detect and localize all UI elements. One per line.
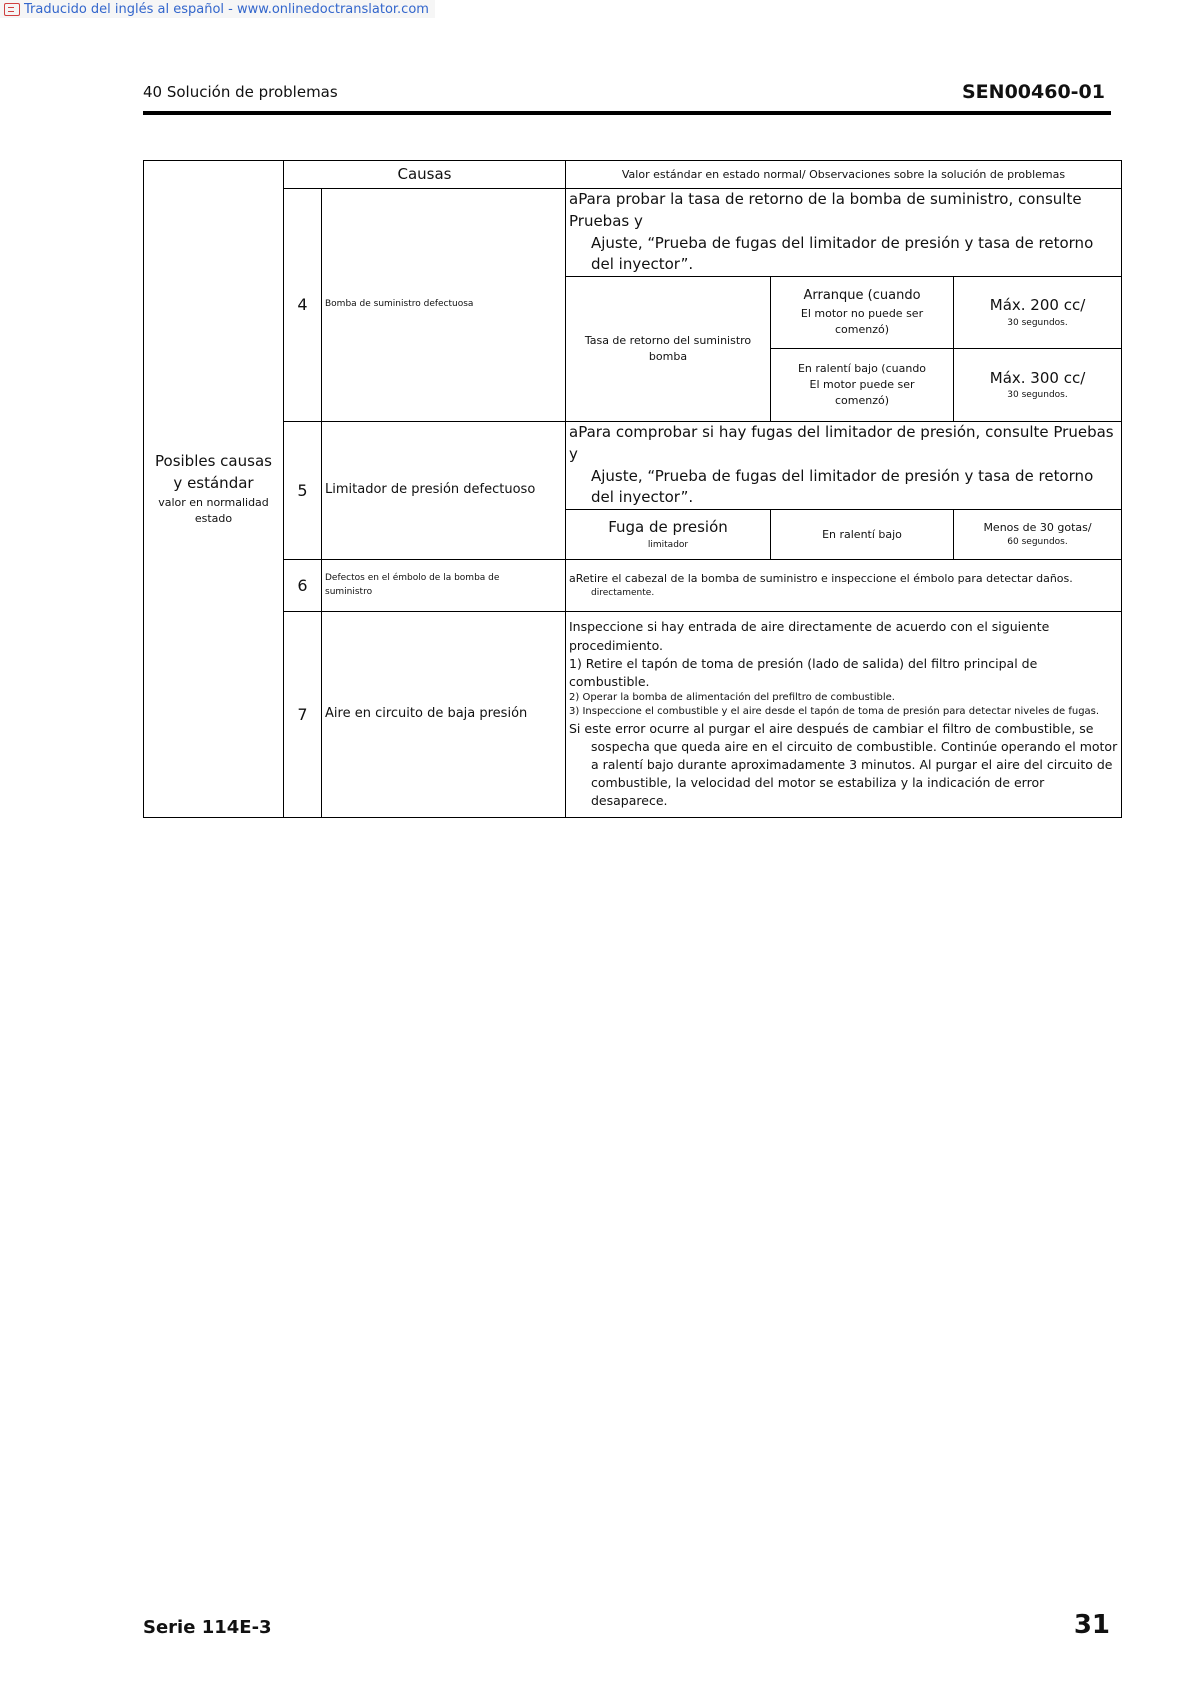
row6-note — [566, 560, 1122, 612]
note-line: aRetire el cabezal de la bomba de suministro e inspeccione el émbolo para detectar daños. — [569, 572, 1073, 585]
cond-line: En ralentí bajo (cuando — [797, 362, 927, 376]
cond-line: El motor puede ser — [809, 378, 915, 392]
row4-val2 — [954, 349, 1122, 422]
row-label-line: estado — [194, 511, 233, 525]
cause-label: Aire en circuito de baja presión — [322, 612, 566, 818]
footer-series: Serie 114E-3 — [143, 1617, 272, 1638]
cause-number: 6 — [284, 560, 322, 612]
value-text: Máx. 300 cc/ — [989, 368, 1086, 387]
translation-banner[interactable] — [0, 0, 435, 18]
row4-item — [566, 277, 771, 422]
item-text: Fuga de presión — [608, 518, 728, 537]
row4-cond1 — [771, 277, 954, 349]
cause-label: Limitador de presión defectuoso — [322, 422, 566, 560]
row-label-line: y estándar — [173, 474, 254, 493]
doc-code: SEN00460-01 — [962, 81, 1105, 103]
row-label-line: Posibles causas — [155, 452, 272, 471]
note-sub: directamente. — [591, 587, 655, 598]
item-sub: limitador — [647, 539, 689, 550]
value-unit: 60 segundos. — [1007, 536, 1068, 547]
row4-val1 — [954, 277, 1122, 349]
row7-procedure — [566, 612, 1122, 818]
row5-item — [566, 510, 771, 560]
row4-cond2 — [771, 349, 954, 422]
row5-val — [954, 510, 1122, 560]
cause-number: 4 — [284, 189, 322, 422]
row-label-line: valor en normalidad — [158, 495, 269, 509]
note-line: aPara probar la tasa de retorno de la bomba de suministro, consulte Pruebas y — [569, 190, 1082, 230]
cause-label: Bomba de suministro defectuosa — [322, 189, 566, 422]
header-rule — [143, 111, 1111, 115]
note-line: del inyector”. — [591, 488, 694, 507]
note-line: del inyector”. — [591, 255, 694, 274]
note-line: Ajuste, “Prueba de fugas del limitador de presión y tasa de retorno — [591, 466, 1094, 485]
proc-line: 2) Operar la bomba de alimentación del prefiltro de combustible. — [569, 691, 895, 703]
value-text: Máx. 200 cc/ — [989, 296, 1086, 315]
banner-text[interactable]: Traducido del inglés al español - www.onlinedoctranslator.com — [24, 1, 429, 17]
item-line: bomba — [648, 350, 688, 363]
value-unit: 30 segundos. — [1007, 390, 1068, 401]
proc-line: Inspeccione si hay entrada de aire directamente de acuerdo con el siguiente procedimiento. — [569, 619, 1050, 653]
proc-line: 3) Inspeccione el combustible y el aire desde el tapón de toma de presión para detectar niveles de fugas. — [569, 706, 1100, 718]
cond-line: comenzó) — [834, 393, 890, 407]
cause-line: suministro — [325, 586, 373, 597]
translate-icon — [4, 3, 20, 16]
row5-cond: En ralentí bajo — [771, 510, 954, 560]
troubleshooting-table — [143, 160, 1122, 818]
page-number: 31 — [1073, 1610, 1110, 1640]
section-title: 40 Solución de problemas — [143, 83, 338, 101]
value-unit: 30 segundos. — [1007, 317, 1068, 328]
cause-number: 7 — [284, 612, 322, 818]
cause-line: Defectos en el émbolo de la bomba de — [325, 573, 500, 584]
row5-note — [566, 422, 1122, 510]
row-label-cell — [144, 161, 284, 818]
item-line: Tasa de retorno del suministro — [584, 334, 752, 348]
row4-note — [566, 189, 1122, 277]
causes-header: Causas — [284, 161, 566, 189]
cause-label — [322, 560, 566, 612]
cond-line: comenzó) — [834, 322, 890, 336]
cond-line: El motor no puede ser — [800, 306, 924, 320]
standard-header: Valor estándar en estado normal/ Observaciones sobre la solución de problemas — [566, 161, 1122, 189]
cause-number: 5 — [284, 422, 322, 560]
value-text: Menos de 30 gotas/ — [983, 521, 1092, 534]
proc-line: a ralentí bajo durante aproximadamente 3 minutos. Al purgar el aire del circuito de — [591, 757, 1113, 773]
cond-line: Arranque (cuando — [803, 288, 921, 304]
note-line: aPara comprobar si hay fugas del limitador de presión, consulte Pruebas y — [569, 423, 1114, 463]
proc-line: Si este error ocurre al purgar el aire después de cambiar el filtro de combustible, se — [569, 720, 1094, 736]
proc-line: 1) Retire el tapón de toma de presión (lado de salida) del filtro principal de combustible. — [569, 655, 1038, 689]
proc-line: sospecha que queda aire en el circuito de combustible. Continúe operando el motor — [591, 739, 1118, 755]
proc-line: combustible, la velocidad del motor se estabiliza y la indicación de error desaparece. — [591, 775, 1045, 809]
note-line: Ajuste, “Prueba de fugas del limitador de presión y tasa de retorno — [591, 233, 1094, 252]
